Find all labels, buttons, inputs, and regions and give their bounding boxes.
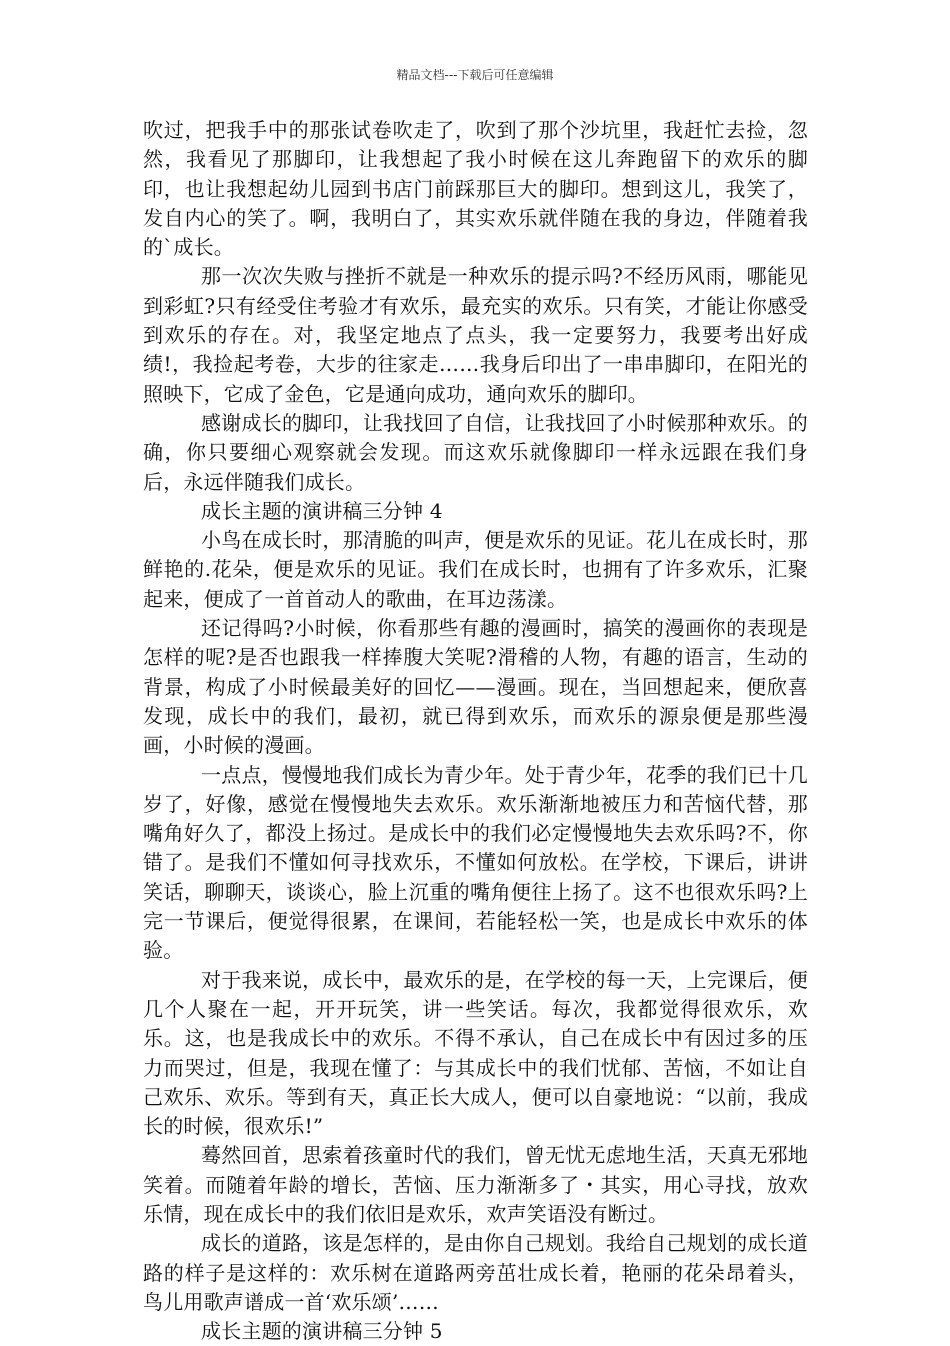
paragraph: 对于我来说，成长中，最欢乐的是，在学校的每一天，上完课后，便几个人聚在一起，开开玩笑，讲一些笑话。每次，我都觉得很欢乐，欢乐。这，也是我成长中的欢乐。不得不承认，自己在成长中有因过多的压力而哭过，但是，我现在懂了：与其成长中的我们忧郁、苦恼，不如让自己欢乐、欢乐。等到有天，真正长大成人，便可以自豪地说：“以前，我成长的时候，很欢乐!”: [143, 967, 808, 1139]
page-header: 精品文档---下载后可任意编辑: [396, 68, 554, 82]
paragraph-continuation: 吹过，把我手中的那张试卷吹走了，吹到了那个沙坑里，我赶忙去捡，忽然，我看见了那脚印，让我想起了我小时候在这儿奔跑留下的欢乐的脚印，也让我想起幼儿园到书店门前踩那巨大的脚印。想到这儿，我笑了，发自内心的笑了。啊，我明白了，其实欢乐就伴随在我的身边，伴随着我的`成长。: [143, 118, 808, 260]
paragraph: 一点点，慢慢地我们成长为青少年。处于青少年，花季的我们已十几岁了，好像，感觉在慢慢地失去欢乐。欢乐渐渐地被压力和苦恼代替，那嘴角好久了，都没上扬过。是成长中的我们必定慢慢地失去欢乐吗?不，你错了。是我们不懂如何寻找欢乐，不懂如何放松。在学校，下课后，讲讲笑话，聊聊天，谈谈心，脸上沉重的嘴角便往上扬了。这不也很欢乐吗?上完一节课后，便觉得很累，在课间，若能轻松一笑，也是成长中欢乐的体验。: [143, 762, 808, 963]
document-body: [143, 116, 808, 1346]
section-heading: 成长主题的演讲稿三分钟 4: [201, 498, 443, 523]
section-heading: 成长主题的演讲稿三分钟 5: [201, 1319, 443, 1344]
paragraph: 小鸟在成长时，那清脆的叫声，便是欢乐的见证。花儿在成长时，那鲜艳的.花朵，便是欢乐的见证。我们在成长时，也拥有了许多欢乐，汇聚起来，便成了一首首动人的歌曲，在耳边荡漾。: [143, 528, 808, 611]
paragraph: 成长的道路，该是怎样的，是由你自己规划。我给自己规划的成长道路的样子是这样的：欢乐树在道路两旁茁壮成长着，艳丽的花朵昂着头，鸟儿用歌声谱成一首‘欢乐颂’……: [143, 1231, 808, 1314]
paragraph: 还记得吗?小时候，你看那些有趣的漫画时，搞笑的漫画你的表现是怎样的呢?是否也跟我一样捧腹大笑呢?滑稽的人物，有趣的语言，生动的背景，构成了小时候最美好的回忆——漫画。现在，当回想起来，便欣喜发现，成长中的我们，最初，就已得到欢乐，而欢乐的源泉便是那些漫画，小时候的漫画。: [143, 616, 808, 758]
paragraph: 那一次次失败与挫折不就是一种欢乐的提示吗?不经历风雨，哪能见到彩虹?只有经受住考验才有欢乐，最充实的欢乐。只有笑，才能让你感受到欢乐的存在。对，我坚定地点了点头，我一定要努力，我要考出好成绩!，我捡起考卷，大步的往家走……我身后印出了一串串脚印，在阳光的照映下，它成了金色，它是通向成功，通向欢乐的脚印。: [143, 264, 808, 406]
paragraph: 蓦然回首，思索着孩童时代的我们，曾无忧无虑地生活，天真无邪地笑着。而随着年龄的增长，苦恼、压力渐渐多了・其实，用心寻找，放欢乐情，现在成长中的我们依旧是欢乐，欢声笑语没有断过。: [143, 1143, 808, 1226]
paragraph: 感谢成长的脚印，让我找回了自信，让我找回了小时候那种欢乐。的确，你只要细心观察就会发现。而这欢乐就像脚印一样永远跟在我们身后，永远伴随我们成长。: [143, 410, 808, 494]
